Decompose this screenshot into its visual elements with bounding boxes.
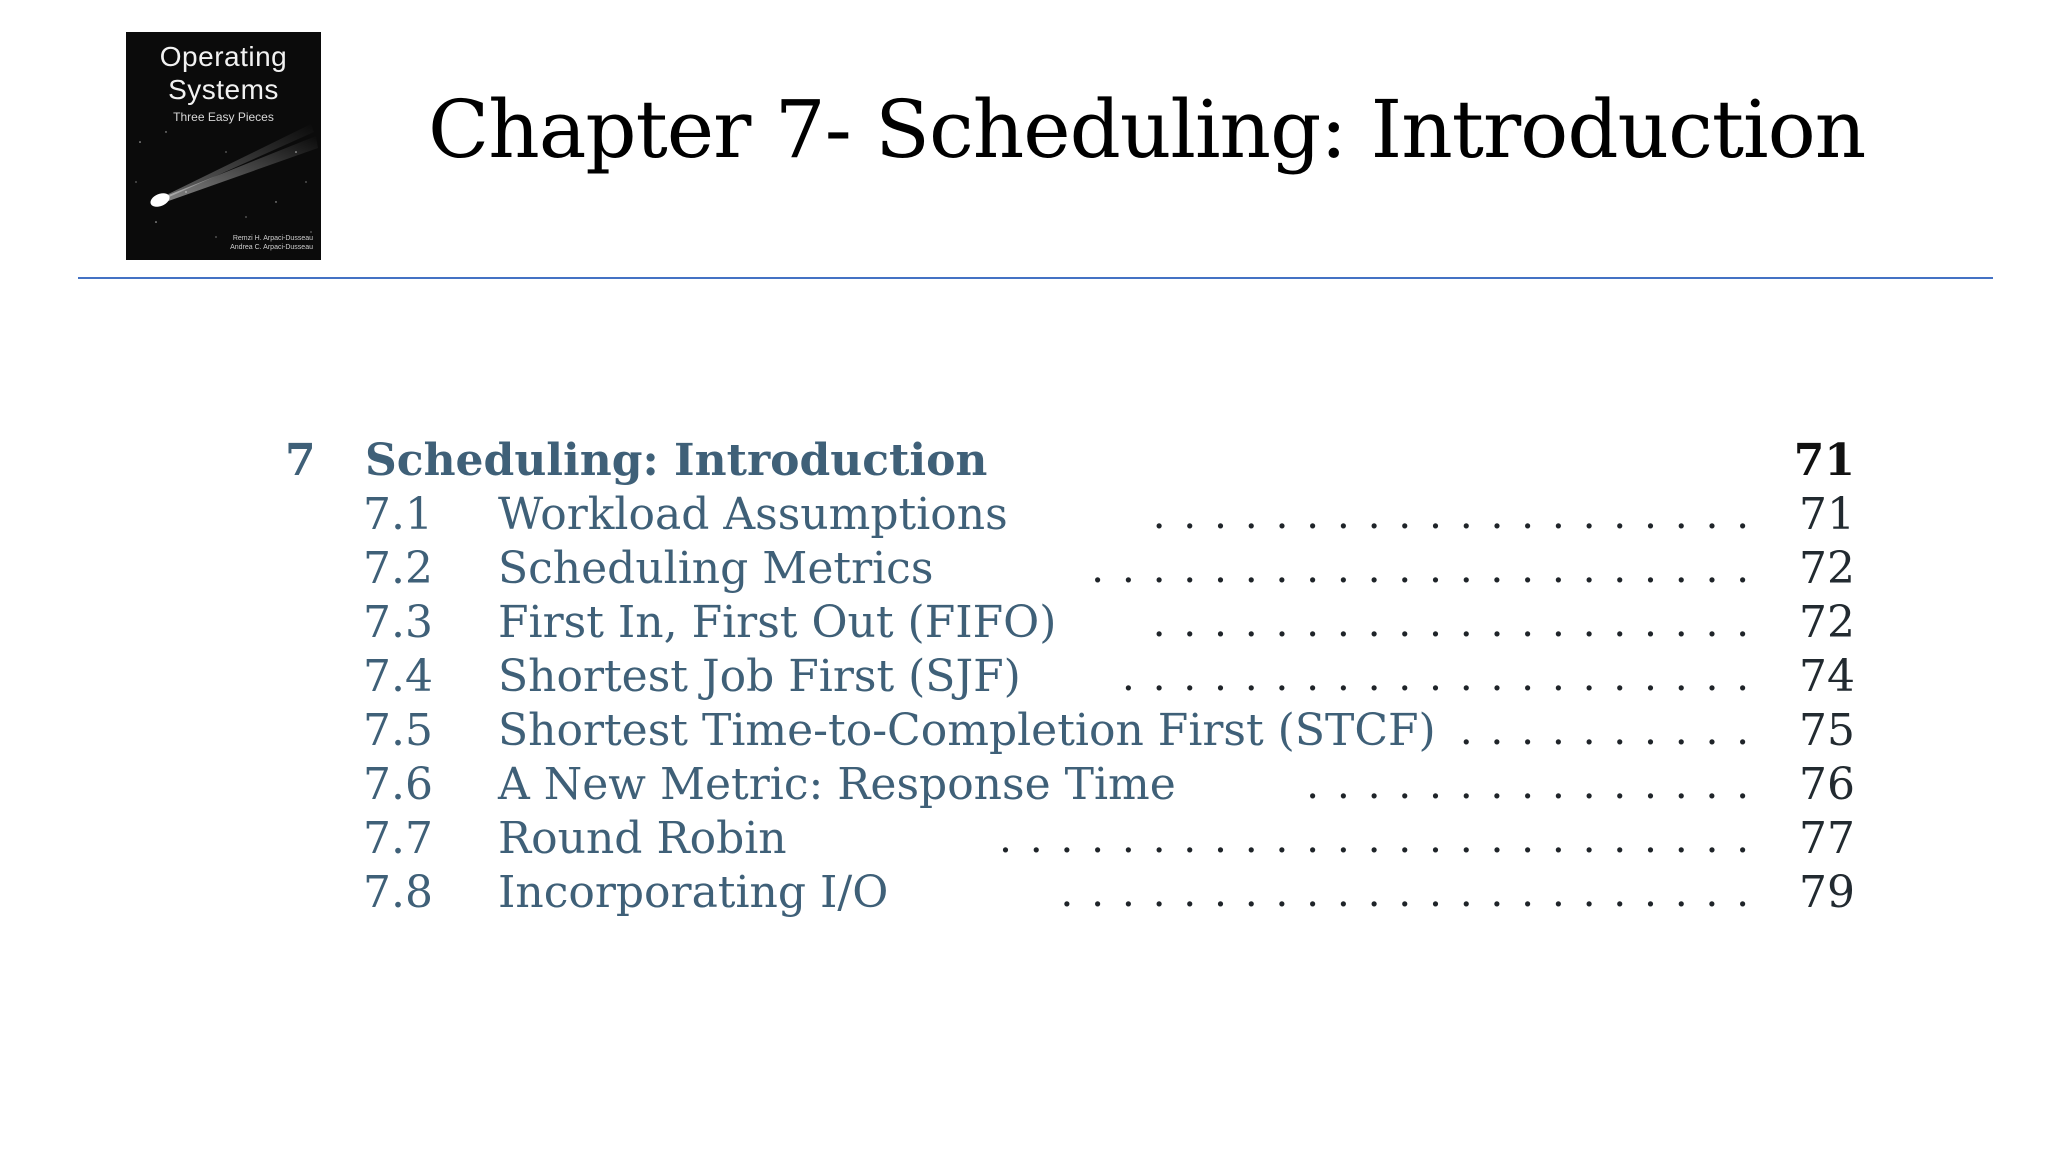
toc-section-number: 7.4 [363,651,433,702]
cover-title-line1: Operating [159,41,288,72]
cover-title [126,40,321,106]
toc-section-row [285,542,1855,596]
toc-section-page: 72 [1799,543,1855,594]
toc-dot-leader: ...................... [1091,546,1767,592]
toc-section-number: 7.6 [363,759,433,810]
toc-section-page: 72 [1799,597,1855,648]
toc-section-page: 71 [1799,489,1855,540]
toc-chapter-label: Scheduling: Introduction [365,435,988,486]
toc-section-row [285,866,1855,920]
toc-section-row [285,650,1855,704]
cover-author-2: Andrea C. Arpaci-Dusseau [230,244,313,251]
toc-section-page: 75 [1799,705,1855,756]
toc-section-label: Shortest Time-to-Completion First (STCF) [498,705,1436,756]
toc-dot-leader: .................... [1152,600,1767,646]
toc-section-number: 7.2 [363,543,433,594]
toc-section-label: Round Robin [498,813,787,864]
toc-section-label: Shortest Job First (SJF) [498,651,1021,702]
page-title: Chapter 7- Scheduling: Introduction [428,83,1866,176]
title-divider [78,277,1993,279]
toc-chapter-row [285,434,1855,488]
toc-dot-leader: .................... [1152,492,1767,538]
toc-section-row [285,488,1855,542]
cover-authors [230,234,313,252]
toc-section-row [285,812,1855,866]
cover-subtitle: Three Easy Pieces [173,110,274,124]
toc-dot-leader: ..................... [1121,654,1767,700]
toc-section-row [285,758,1855,812]
toc-section-page: 77 [1799,813,1855,864]
toc-dot-leader: ....................... [1060,870,1767,916]
toc-section-number: 7.1 [363,489,433,540]
toc-section-label: First In, First Out (FIFO) [498,597,1057,648]
toc-section-row [285,704,1855,758]
toc-section-number: 7.5 [363,705,433,756]
cover-author-1: Remzi H. Arpaci-Dusseau [232,235,313,242]
toc-chapter-number: 7 [285,435,316,486]
toc-section-page: 76 [1799,759,1855,810]
toc-dot-leader: .......... [1459,708,1767,754]
toc-section-label: Incorporating I/O [498,867,889,918]
toc-chapter-page: 71 [1793,435,1855,486]
toc-section-number: 7.3 [363,597,433,648]
toc-section-label: Scheduling Metrics [498,543,934,594]
toc-section-label: Workload Assumptions [498,489,1008,540]
cover-title-line2: Systems [168,74,279,105]
toc-section-page: 74 [1799,651,1855,702]
toc-section-page: 79 [1799,867,1855,918]
book-cover-image [126,32,321,260]
toc-section-number: 7.8 [363,867,433,918]
toc-dot-leader: ............... [1306,762,1767,808]
toc-section-row [285,596,1855,650]
toc-section-label: A New Metric: Response Time [498,759,1176,810]
toc-dot-leader: ......................... [999,816,1767,862]
toc-section-number: 7.7 [363,813,433,864]
